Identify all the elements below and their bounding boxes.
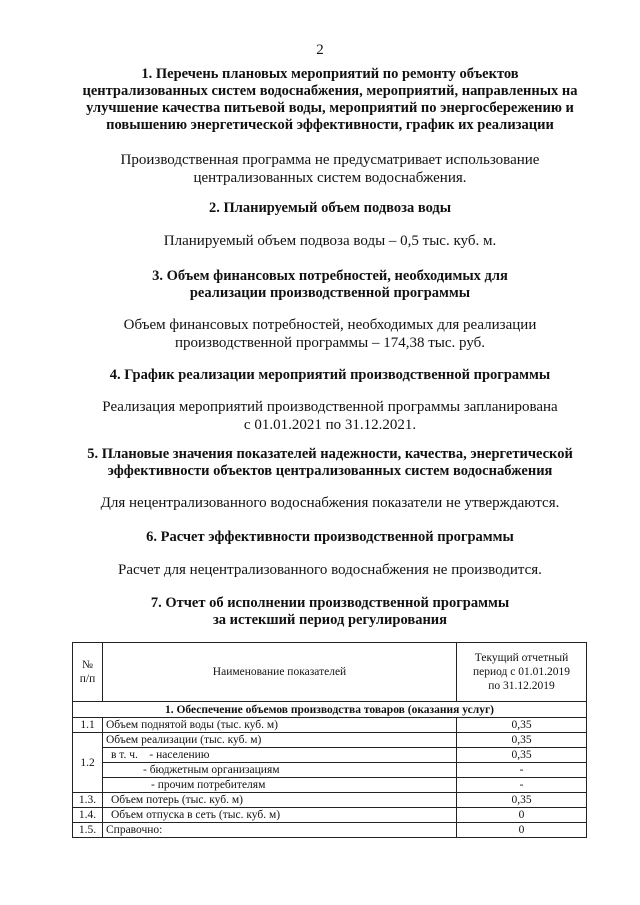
table-row — [73, 778, 587, 793]
row-label: Объем реализации (тыс. куб. м) — [103, 733, 457, 748]
table-section-row — [73, 702, 587, 718]
heading-line: реализации производственной программы — [189, 285, 471, 301]
row-label-text: - населению — [149, 749, 210, 761]
row-num: 1.1 — [73, 718, 103, 733]
table-row — [73, 793, 587, 808]
table-row — [73, 748, 587, 763]
header-name: Наименование показателей — [103, 643, 457, 702]
section-7-heading — [60, 595, 600, 629]
row-value: 0,35 — [457, 733, 587, 748]
text-line: с 01.01.2021 по 31.12.2021. — [243, 417, 417, 433]
row-num: 1.4. — [73, 808, 103, 823]
table-row — [73, 763, 587, 778]
header-period-line: Текущий отчетный — [474, 652, 569, 664]
heading-line: улучшение качества питьевой воды, мероприятий по энергосбережению и — [86, 100, 574, 116]
section-3-text — [60, 316, 600, 352]
row-num: 1.3. — [73, 793, 103, 808]
section-4-text — [60, 398, 600, 434]
header-period — [457, 643, 587, 702]
header-num — [73, 643, 103, 702]
section-6-text: Расчет для нецентрализованного водоснабжения не производится. — [118, 562, 542, 578]
row-value: - — [457, 778, 587, 793]
text-line: Производственная программа не предусматривает использование — [120, 152, 540, 168]
text-line: Объем финансовых потребностей, необходимых для реализации — [123, 317, 537, 333]
heading-line: 7. Отчет об исполнении производственной программы — [150, 595, 510, 611]
table-row — [73, 808, 587, 823]
row-prefix: в т. ч. — [111, 749, 138, 761]
section-2-heading: 2. Планируемый объем подвоза воды — [208, 200, 452, 216]
row-value: 0,35 — [457, 748, 587, 763]
row-label: - прочим потребителям — [103, 778, 457, 793]
report-table — [72, 642, 587, 838]
row-num: 1.5. — [73, 823, 103, 838]
heading-line: повышению энергетической эффективности, график их реализации — [106, 117, 554, 133]
text-line: Реализация мероприятий производственной программы запланирована — [102, 399, 558, 415]
row-label: Справочно: — [103, 823, 457, 838]
row-label — [103, 748, 457, 763]
section-1-text — [60, 151, 600, 187]
table-row — [73, 823, 587, 838]
section-2-text: Планируемый объем подвоза воды – 0,5 тыс. куб. м. — [163, 233, 497, 249]
row-label: Объем поднятой воды (тыс. куб. м) — [103, 718, 457, 733]
section-6-heading: 6. Расчет эффективности производственной программы — [146, 529, 514, 545]
row-label: - бюджетным организациям — [103, 763, 457, 778]
section-3-heading — [60, 268, 600, 302]
page-number: 2 — [316, 42, 324, 58]
section-row-label: 1. Обеспечение объемов производства товаров (оказания услуг) — [73, 702, 587, 718]
heading-line: 1. Перечень плановых мероприятий по ремонту объектов — [141, 66, 519, 82]
row-num: 1.2 — [73, 733, 103, 793]
section-1-heading — [60, 66, 600, 134]
section-5-heading — [60, 446, 600, 480]
table-header-row — [73, 643, 587, 702]
heading-line: эффективности объектов централизованных систем водоснабжения — [107, 463, 553, 479]
heading-line: 3. Объем финансовых потребностей, необходимых для — [152, 268, 508, 284]
header-num-line: № — [82, 659, 93, 671]
heading-line: за истекший период регулирования — [212, 612, 448, 628]
row-value: 0 — [457, 823, 587, 838]
table-row — [73, 718, 587, 733]
section-5-text: Для нецентрализованного водоснабжения показатели не утверждаются. — [100, 495, 560, 511]
row-label: Объем отпуска в сеть (тыс. куб. м) — [103, 808, 457, 823]
row-value: 0,35 — [457, 793, 587, 808]
row-label: Объем потерь (тыс. куб. м) — [103, 793, 457, 808]
header-period-line: период с 01.01.2019 — [472, 666, 571, 678]
row-value: 0 — [457, 808, 587, 823]
row-value: - — [457, 763, 587, 778]
section-4-heading: 4. График реализации мероприятий производственной программы — [109, 367, 551, 383]
header-num-line: п/п — [79, 673, 96, 685]
table-row — [73, 733, 587, 748]
heading-line: централизованных систем водоснабжения, мероприятий, направленных на — [82, 83, 578, 99]
text-line: производственной программы – 174,38 тыс. руб. — [174, 335, 486, 351]
header-period-line: по 31.12.2019 — [488, 680, 555, 692]
heading-line: 5. Плановые значения показателей надежности, качества, энергетической — [87, 446, 573, 462]
row-value: 0,35 — [457, 718, 587, 733]
text-line: централизованных систем водоснабжения. — [193, 170, 467, 186]
